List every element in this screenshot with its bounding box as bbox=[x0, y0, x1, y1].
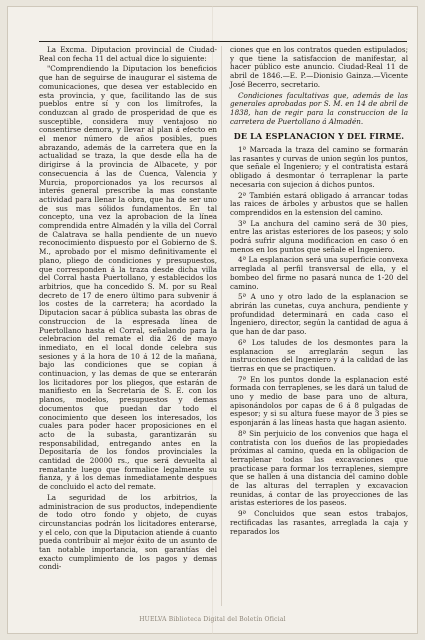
condition-7: 7ª En los puntos donde la esplanacion esté formada con terraplenes, se les dará un talud de uno y medio de base para uno de altura, apisonándolos por capas de 6 á 8 pulgadas de espesor; y si su altura fuese mayor de 3 pies se esponjarán á las líneas hasta que hagan asiento. bbox=[230, 374, 408, 428]
left-column bbox=[39, 46, 217, 574]
condition-5: 5ª A uno y otro lado de la esplanacion se abrirán las cunetas, cuya anchura, pendiente y profundidad determinará en cada caso el Ingeniero, director, según la cantidad de agua á que han de dar paso. bbox=[230, 292, 408, 337]
condition-3: 3ª La anchura del camino será de 30 pies, entre las aristas esteriores de los paseos; y solo podrá sufrir alguna modificacion en caso ó en menos en los puntos que señale el Ingeniero. bbox=[230, 218, 408, 254]
condition-2: 2ª También estará obligado á arrancar todas las raices de árboles y arbustos que se hallen comprendidos en la estension del camino. bbox=[230, 190, 408, 217]
top-rule bbox=[39, 41, 407, 42]
condition-6: 6ª Los taludes de los desmontes para la esplanacion se arreglarán segun las instrucciones del Ingeniero y á la calidad de las tierras en que se practiquen. bbox=[230, 337, 408, 373]
left-paragraph-1: La Excma. Diputacion provincial de Ciudad-Real con fecha 11 del actual dice lo siguiente: bbox=[39, 45, 217, 63]
right-column bbox=[230, 46, 408, 538]
condition-4: 4ª La esplanacion será una superficie convexa arreglada al perfil transversal de ella, y el bombeo del firme no pasará nunca de 1-20 del camino. bbox=[230, 255, 408, 291]
right-paragraph-1: ciones que en los contratos queden estipulados; y que tiene la satisfaccion de manifestar, al hacer público este anuncio. Ciudad-Real 11 de abril de 1846.—E. P.—Dionisio Gainza.—Vicente José Becerro, secretario. bbox=[230, 45, 408, 89]
condition-9: 9ª Concluidos que sean estos trabajos, rectificadas las rasantes, arreglada la caja y reparados los bbox=[230, 509, 408, 536]
condition-8: 8ª Sin perjuicio de los convenios que haga el contratista con los dueños de las propiedades próximas al camino, queda en la obligacion de terraplenar todas las excavaciones que practicase para formar los terraplenes, siempre que se hallen á una distancia del camino doble de las alturas del terraplen y excavacion reunidas, á contar de las proyecciones de las aristas esteriores de los paseos. bbox=[230, 428, 408, 508]
left-paragraph-2: "Comprendiendo la Diputacion los beneficios que han de seguirse de inaugurar el sistema de comunicaciones, que desea ver establecido en esta provincia, y que, facilitando las de sus pueblos entre sí y con los limítrofes, la conduzcan al grado de prosperidad de que es susceptible, considera muy ventajoso no consentirse demora, y llevar al plan á efecto en el menor número de años posibles, pues abrazando, además de la carretera que en la actualidad se traza, la que desde ella ha de dirigirse á la provincia de Albacete, y por consecuencia á las de Cuenca, Valencia y Murcia, proporcionados ya los recursos al interés general prescribe la mas constante actividad para llenar la obra, que ha de ser uno de sus mas sólidos fundamentos. En tal concepto, una vez la aprobacion de la línea comprendida entre Almadén y la villa del Corral de Calatrava se halla pendiente de un nuevo reconocimiento dispuesto por el Gobierno de S. M., aprobado por el mismo definitivamente el plano, pliego de condiciones y presupuestos, que corresponden á la traza desde dicha villa del Corral hasta Puertollano, y establecidos los arbitrios, que ha concedido S. M. por su Real decreto de 17 de enero último para subvenir á los costes de la carretera; ha acordado la Diputacion sacar á pública subasta las obras de construccion de la espresada línea de Puertollano hasta el Corral, señalando para la celebracion del remate el dia 26 de mayo inmediato, en el local donde celebra sus sesiones y á la hora de 10 á 12 de la mañana, bajo las condiciones que se copian á continuacion, y las demas de que se enterarán los licitadores por los pliegos, que estarán de manifiesto en la Secretaría de S. E. con los planos, modelos, presupuestos y demas documentos que puedan dar todo el conocimiento que deseen los interesados, los cuales para poder hacer proposiciones en el acto de la subasta, garantizarán su responsabilidad, entregando antes en la Depositaría de los fondos provinciales la cantidad de 20000 rs., que será devuelta al rematante luego que formalice legalmente su fianza, y á los demas inmediatamente despues de concluido el acto del remate. bbox=[39, 64, 217, 492]
page-sheet bbox=[7, 6, 418, 634]
condition-1: 1ª Marcada la traza del camino se formarán las rasantes y curvas de union según los puntos, que señale el Ingeniero; y el contratista estará obligado á desmontar ó terraplenar la parte necesaria con sujecion á dichos puntos. bbox=[230, 145, 408, 189]
conditions-intro: Condiciones facultativas que, además de las generales aprobadas por S. M. en 14 de abril de 1838, han de regir para la construccion de la carretera de Puertollano á Almadén. bbox=[230, 90, 408, 126]
left-paragraph-3: La seguridad de los arbitrios, la administracion de sus productos, independiente de todo otro fondo y objeto, de cuyas circunstancias podrán los licitadores enterarse, y el celo, con que la Diputacion atiende á cuanto pueda contribuir al mejor éxito de un asunto de tan notable importancia, son garantías del exacto cumplimiento de los pagos y demas condi- bbox=[39, 492, 217, 572]
section-heading: DE LA ESPLANACION Y DEL FIRME. bbox=[233, 131, 405, 142]
watermark-footer: HUELVA Biblioteca Digital del Boletín Oficial bbox=[139, 616, 286, 623]
column-divider bbox=[221, 46, 222, 606]
